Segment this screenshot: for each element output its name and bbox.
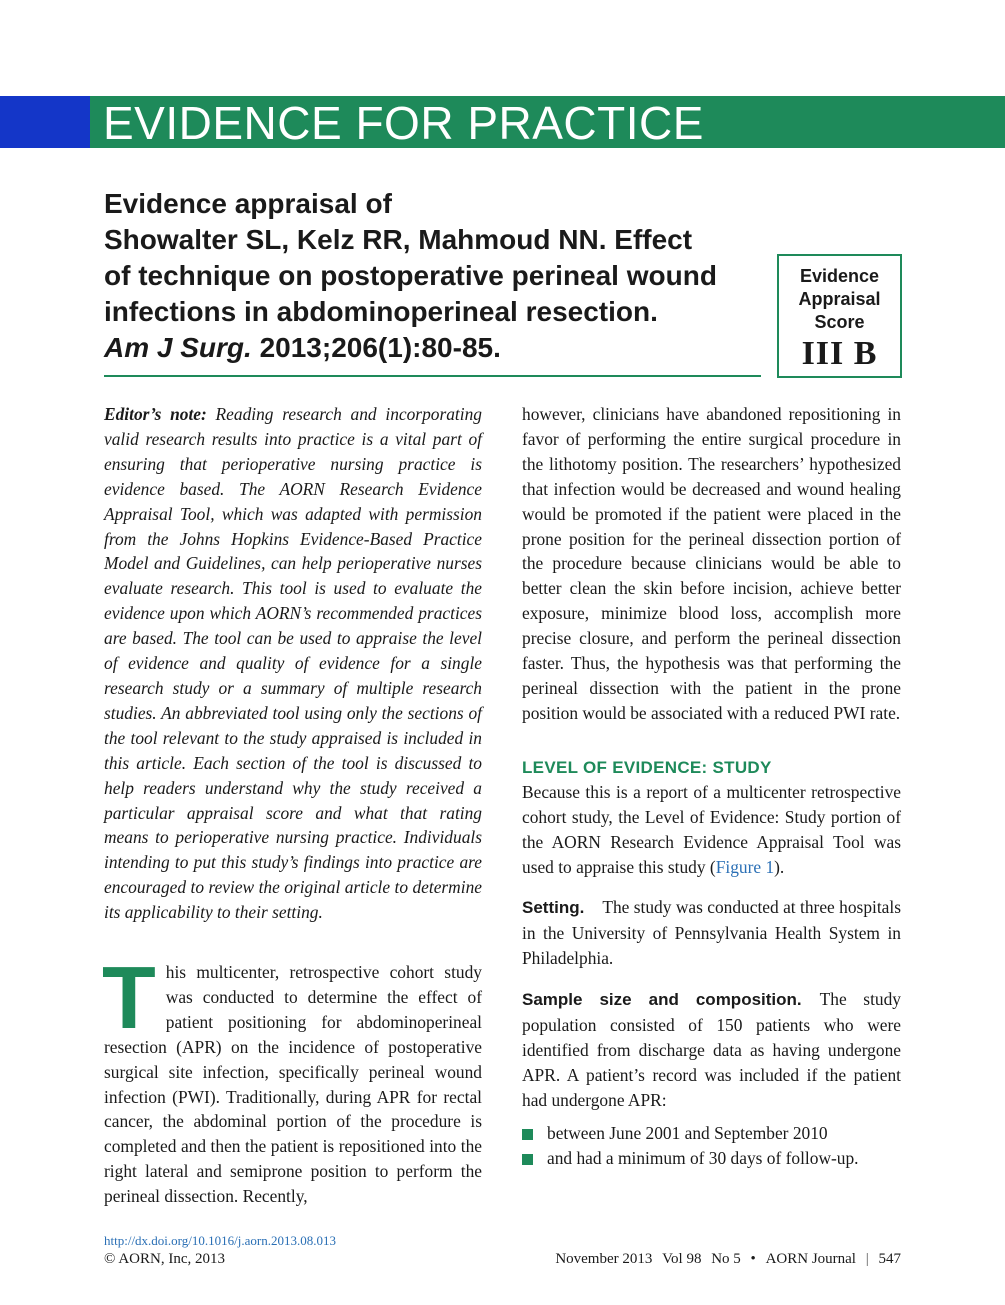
sample-heading: Sample size and composition. [522, 990, 802, 1010]
list-item [522, 1146, 901, 1171]
score-value: III B [801, 335, 878, 372]
issue-number: No 5 [711, 1251, 741, 1267]
article-title [104, 186, 774, 366]
setting-text: The study was conducted at three hospitals in the University of Pennsylvania Health System in Philadelphia. [522, 897, 901, 969]
left-column [104, 402, 482, 1209]
doi-link[interactable]: http://dx.doi.org/10.1016/j.aorn.2013.08.013 [104, 1233, 336, 1248]
banner-accent-block [0, 96, 90, 148]
citation-line [104, 330, 774, 366]
section-banner [0, 96, 1005, 148]
editors-note-label: Editor’s note: [104, 404, 207, 424]
title-line: of technique on postoperative perineal wound [104, 260, 717, 291]
square-bullet-icon [522, 1154, 533, 1165]
score-label: Evidence [799, 266, 880, 286]
level-text-before: Because this is a report of a multicenter retrospective cohort study, the Level of Evidence: Study portion of the AORN Research Evidence Appraisal Tool was used to appraise this study ( [522, 781, 901, 877]
journal-title: AORN Journal [765, 1251, 856, 1267]
setting-heading: Setting. [522, 898, 585, 918]
level-paragraph [522, 780, 901, 880]
title-line: infections in abdominoperineal resection. [104, 296, 658, 327]
citation-details: 2013;206(1):80-85. [259, 332, 501, 363]
figure-1-link[interactable]: Figure 1 [715, 856, 775, 877]
editors-note [104, 402, 482, 925]
right-column [522, 402, 901, 1170]
inclusion-criteria-list [522, 1121, 901, 1171]
journal-name: Am J Surg. [104, 332, 252, 363]
level-text-after: ). [774, 856, 785, 877]
footer-separator: | [865, 1251, 869, 1267]
editors-note-text: Reading research and incorporating valid research results into practice is a vital part of ensuring that perioperative nursing practice is evidence based. The AORN Research Evidence Appraisal Tool, which was adapted with permission from the Johns Hopkins Evidence-Based Practice Model and Guidelines, can help perioperative nurses evaluate research. This tool is used to evaluate the evidence upon which AORN’s recommended practices are based. The tool can be used to appraise the level of evidence and quality of evidence for a single research study or a summary of multiple research studies. An abbreviated tool using only the sections of the tool relevant to the study appraised is included in this article. Each section of the tool is discussed to help readers understand why the study received a particular appraisal score and what that rating means to perioperative nursing practice. Individuals intending to put this study’s findings into practice are encouraged to review the original article to determine its applicability to their setting. [104, 404, 482, 923]
score-label: Score [814, 312, 865, 332]
bullet-text: between June 2001 and September 2010 [547, 1122, 828, 1143]
square-bullet-icon [522, 1129, 533, 1140]
score-label: Appraisal [798, 289, 881, 309]
title-line: Evidence appraisal of [104, 188, 392, 219]
list-item [522, 1121, 901, 1146]
sample-text: The study population consisted of 150 patients who were identified from discharge data as having undergone APR. A patient’s record was included if the patient had undergone APR: [522, 989, 901, 1110]
copyright: © AORN, Inc, 2013 [104, 1251, 225, 1267]
title-line: Showalter SL, Kelz RR, Mahmoud NN. Effect [104, 224, 693, 255]
intro-text: his multicenter, retrospective cohort study was conducted to determine the effect of patient positioning for abdominoperineal resection (APR) on the incidence of postoperative surgical site infection, specifically perineal wound infection (PWI). Traditionally, during APR for rectal cancer, the abdominal portion of the procedure is completed and then the patient is repositioned into the right lateral and semiprone position to perform the perineal dissection. Recently, [104, 962, 482, 1207]
sample-paragraph [522, 987, 901, 1113]
intro-continuation: however, clinicians have abandoned repositioning in favor of performing the entire surgical procedure in the lithotomy position. The researchers’ hypothesized that infection would be decreased and wound healing would be promoted if the patient were placed in the prone position for the perineal dissection portion of the procedure because clinicians would be able to better clean the skin before incision, achieve better exposure, minimize blood loss, accomplish more precise closure, and perform the perineal dissection faster. Thus, the hypothesis was that performing the perineal dissection with the patient in the prone position would be associated with a reduced PWI rate. [522, 404, 901, 723]
page-number: 547 [878, 1251, 901, 1267]
setting-paragraph [522, 895, 901, 971]
bullet-text: and had a minimum of 30 days of follow-up. [547, 1147, 859, 1168]
drop-cap: T [102, 948, 156, 1048]
intro-paragraph [102, 948, 482, 1209]
footer-bullet: • [750, 1251, 756, 1267]
section-heading-level-of-evidence: LEVEL OF EVIDENCE: STUDY [522, 757, 772, 777]
title-divider [104, 375, 761, 377]
evidence-score-box [777, 254, 902, 378]
volume: Vol 98 [662, 1251, 702, 1267]
issue-date: November 2013 [555, 1251, 653, 1267]
banner-title: EVIDENCE FOR PRACTICE [103, 97, 704, 149]
page-footer-info [549, 1251, 901, 1268]
